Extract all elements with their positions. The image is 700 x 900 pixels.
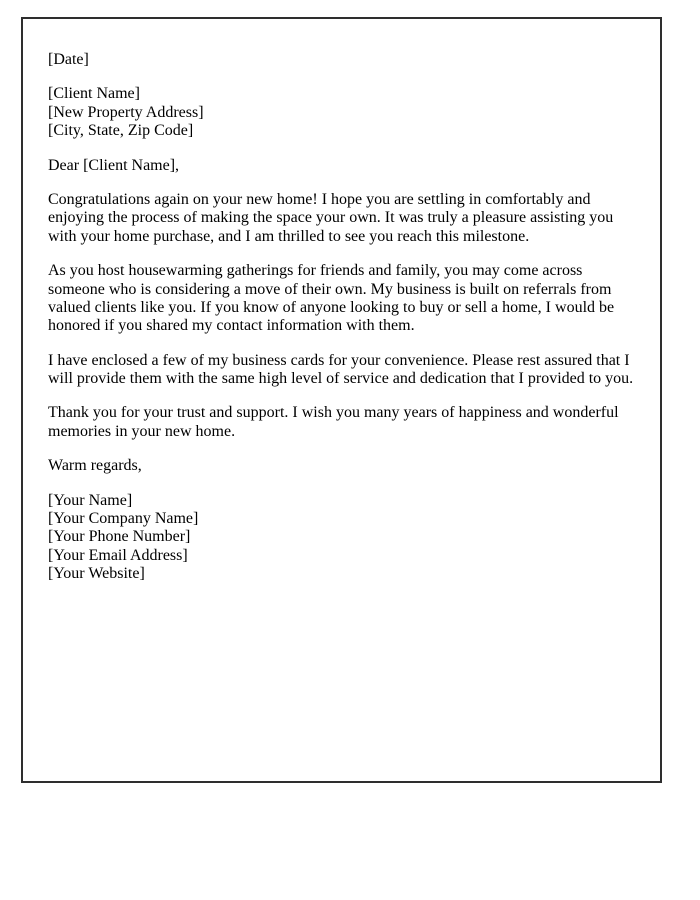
signature-email: [Your Email Address] (48, 546, 188, 564)
signature-company: [Your Company Name] (48, 510, 199, 528)
signature-website: [Your Website] (48, 565, 145, 583)
recipient-client-name: [Client Name] (48, 85, 140, 103)
signature-name: [Your Name] (48, 491, 133, 509)
date-placeholder: [Date] (48, 51, 89, 68)
salutation: Dear [Client Name], (48, 156, 180, 174)
recipient-city-state-zip: [City, State, Zip Code] (48, 122, 194, 140)
recipient-property-address: [New Property Address] (48, 103, 204, 121)
signature-block (48, 492, 635, 584)
body-paragraph-2: As you host housewarming gatherings for friends and family, you may come across someone who is considering a move of their own. My business is built on referrals from valued clients like you. If you know of anyone looking to buy or sell a home, I would be honored if you shared my contact information with them. (48, 262, 615, 335)
body-paragraph-3: I have enclosed a few of my business cards for your convenience. Please rest assured that I will provide them with the same high level of service and dedication that I provided to you. (48, 351, 634, 388)
letter-page (21, 17, 662, 783)
recipient-block (48, 85, 635, 140)
body-paragraph-1: Congratulations again on your new home! I hope you are settling in comfortably and enjoying the process of making the space your own. It was truly a pleasure assisting you with your home purchase, and I am thrilled to see you reach this milestone. (48, 190, 614, 245)
signature-phone: [Your Phone Number] (48, 528, 191, 546)
body-paragraph-4: Thank you for your trust and support. I wish you many years of happiness and wonderful memories in your new home. (48, 404, 619, 440)
closing: Warm regards, (48, 457, 142, 475)
